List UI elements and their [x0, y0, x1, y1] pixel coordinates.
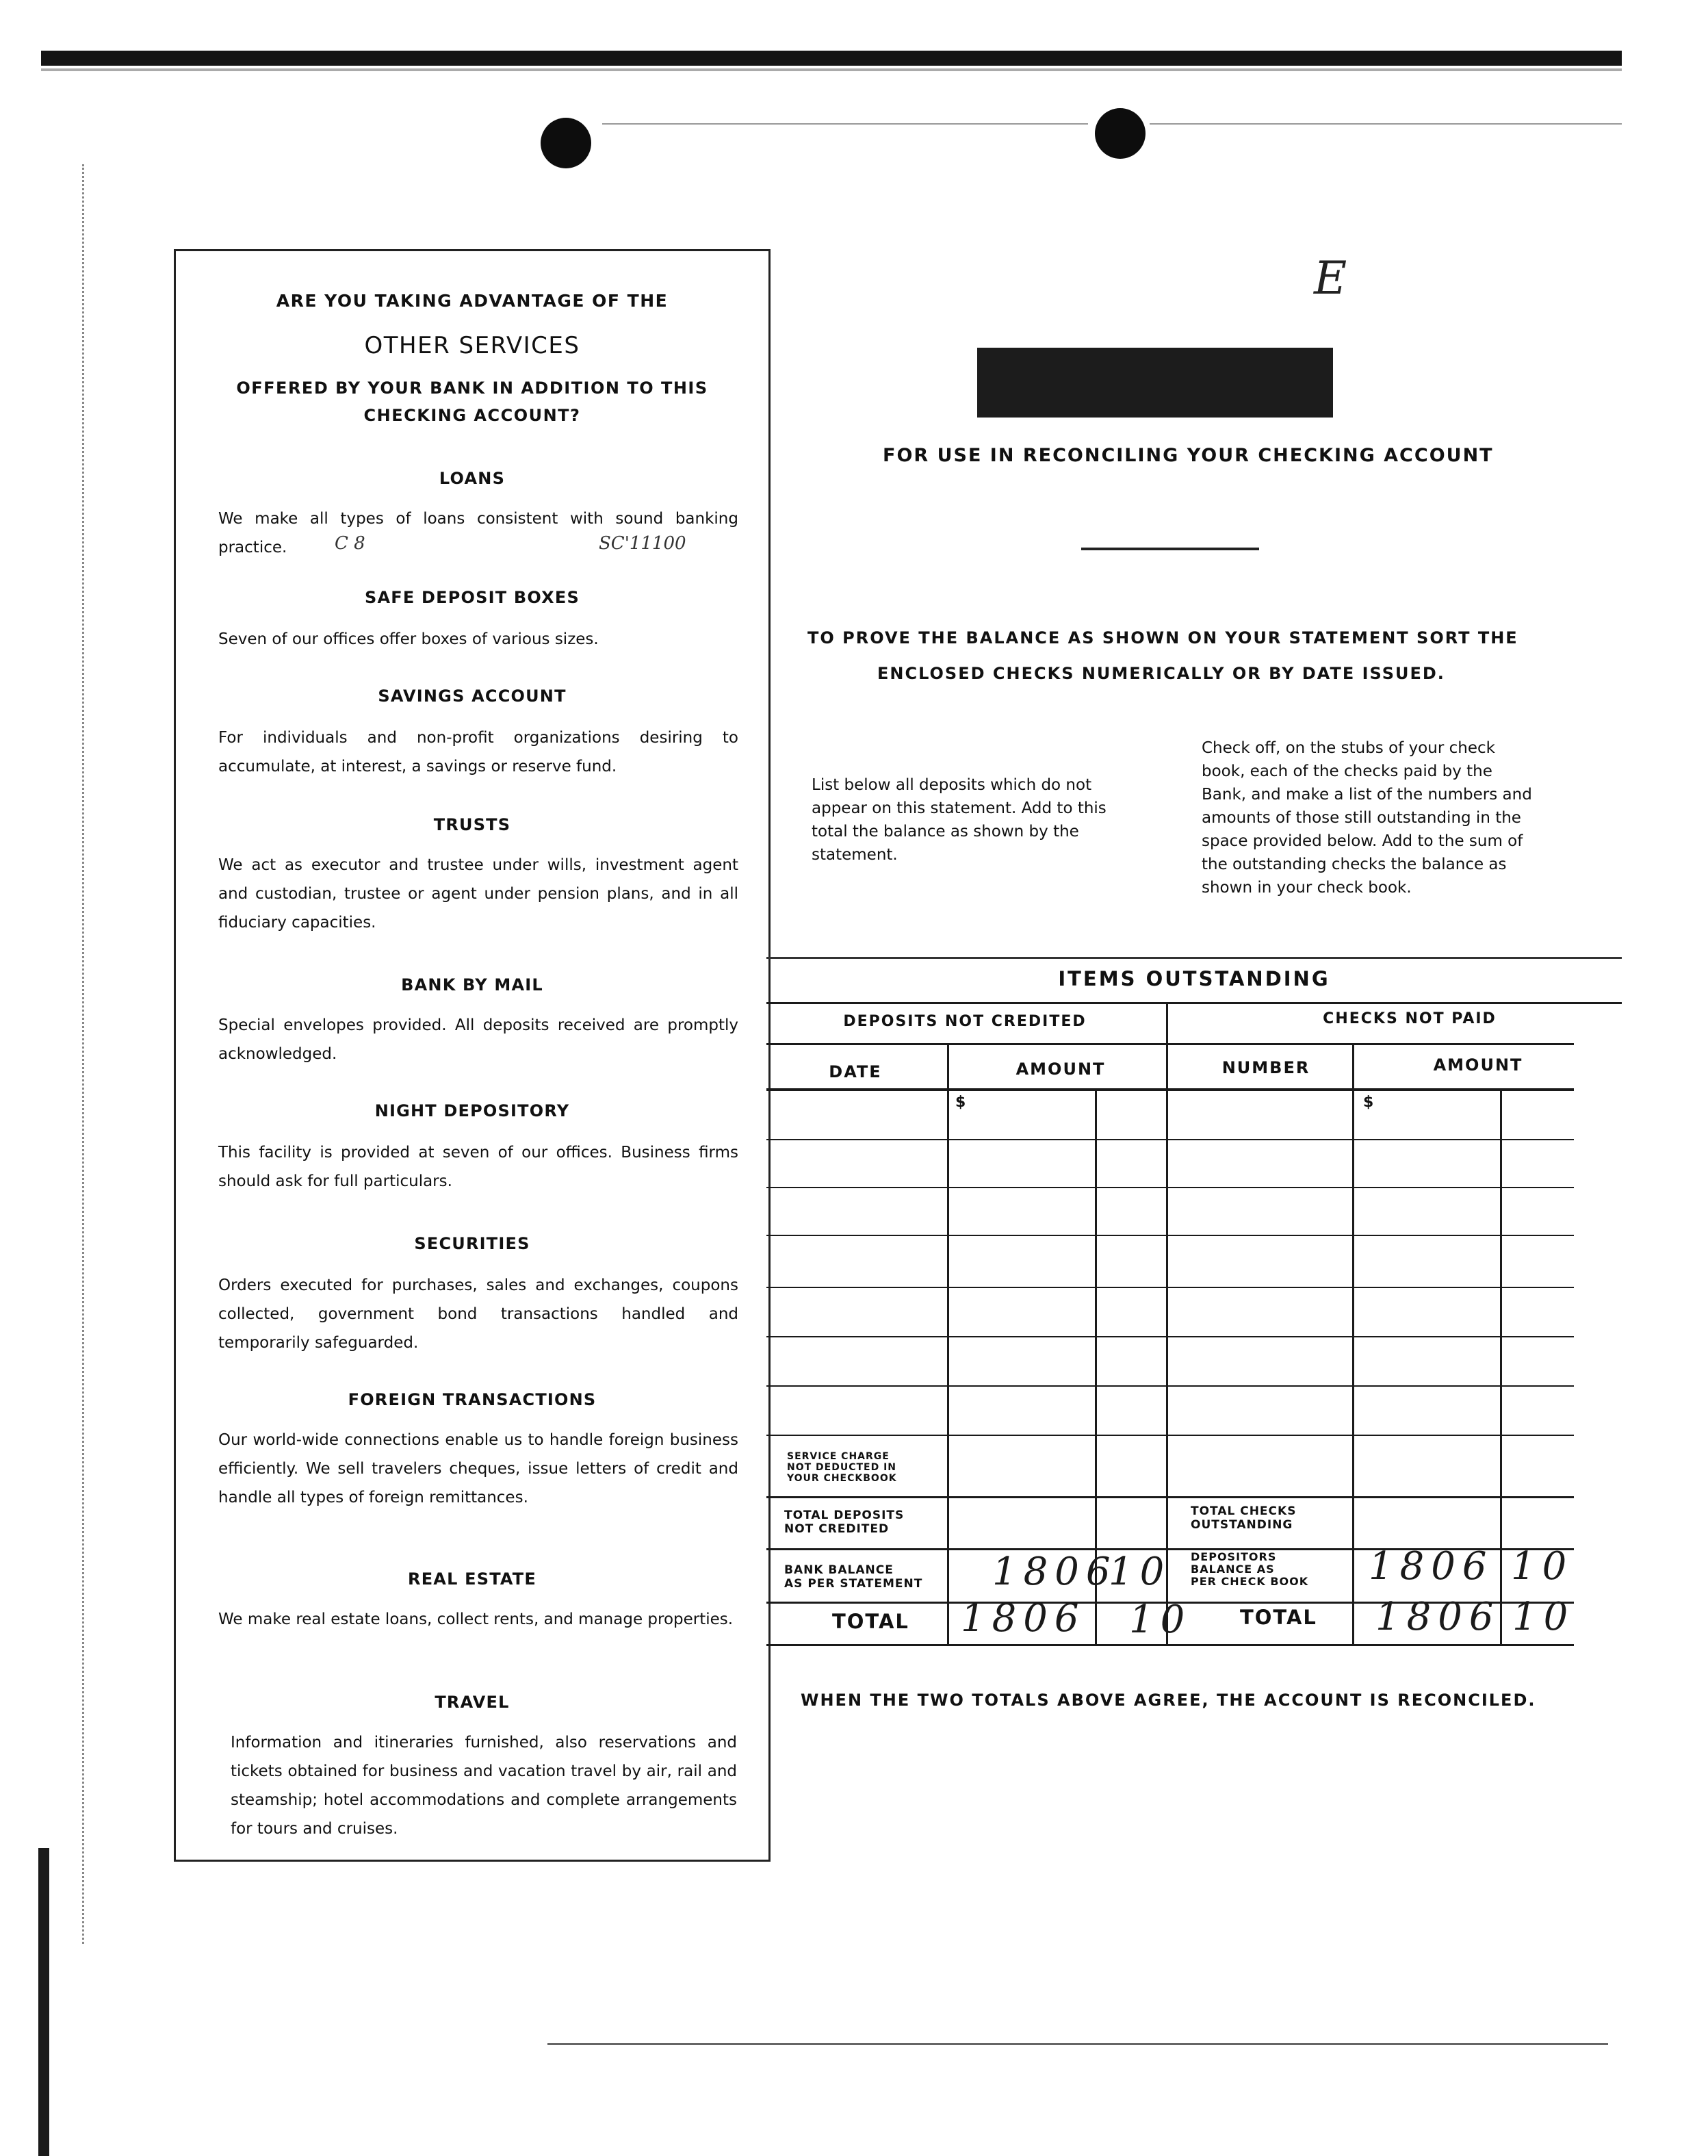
handwritten-note-2: SC'11100	[599, 533, 686, 554]
bank-balance-dollars: 1806	[992, 1550, 1117, 1594]
panel-heading: ARE YOU TAKING ADVANTAGE OF THE	[276, 291, 669, 311]
section-heading-loans: LOANS	[439, 469, 506, 488]
punch-hole-left	[541, 118, 591, 168]
depositors-balance-label: DEPOSITORS BALANCE AS PER CHECK BOOK	[1191, 1550, 1309, 1588]
total-right-label: TOTAL	[1240, 1606, 1317, 1629]
table-rule	[766, 1043, 1574, 1045]
table-rule	[766, 1002, 1622, 1004]
total-left-cents: 10	[1129, 1597, 1192, 1642]
redaction-block	[977, 348, 1333, 418]
scan-top-border	[41, 51, 1622, 66]
total-right-cents: 10	[1512, 1595, 1575, 1639]
section-body-real-estate: We make real estate loans, collect rents, and manage properties.	[218, 1610, 734, 1628]
row-line	[766, 1496, 1574, 1498]
service-charge-label: SERVICE CHARGE NOT DEDUCTED IN YOUR CHECKBOOK	[787, 1451, 897, 1484]
scan-left-dotted-edge	[82, 164, 84, 1944]
col-number: NUMBER	[1221, 1058, 1310, 1077]
panel-subtitle-line2: CHECKING ACCOUNT?	[363, 406, 581, 425]
col-amount-right: AMOUNT	[1433, 1055, 1523, 1075]
checks-not-paid-header: CHECKS NOT PAID	[1323, 1010, 1497, 1027]
scan-top-line	[41, 68, 1622, 71]
depositors-balance-cents: 10	[1511, 1544, 1574, 1589]
bank-balance-cents: 10	[1109, 1550, 1172, 1594]
punch-hole-right	[1095, 108, 1146, 159]
row-line	[766, 1435, 1574, 1436]
dollar-sign-left: $	[955, 1094, 966, 1111]
section-heading-foreign: FOREIGN TRANSACTIONS	[348, 1390, 597, 1409]
total-checks-label: TOTAL CHECKS OUTSTANDING	[1191, 1504, 1297, 1532]
section-heading-night-depository: NIGHT DEPOSITORY	[374, 1101, 570, 1120]
section-heading-securities: SECURITIES	[414, 1234, 530, 1253]
deposits-instructions: List below all deposits which do not appear on this statement. Add to this total the balance as shown by the statement.	[812, 776, 1107, 864]
section-heading-savings: SAVINGS ACCOUNT	[378, 686, 567, 706]
reconcile-title: FOR USE IN RECONCILING YOUR CHECKING ACCOUNT	[883, 445, 1494, 466]
bank-balance-label: BANK BALANCE AS PER STATEMENT	[784, 1563, 923, 1591]
closing-note: WHEN THE TWO TOTALS ABOVE AGREE, THE ACCOUNT IS RECONCILED.	[801, 1691, 1536, 1710]
corner-mark: E	[1314, 252, 1347, 305]
row-line	[766, 1644, 1574, 1646]
table-title: ITEMS OUTSTANDING	[1058, 967, 1330, 990]
panel-title: OTHER SERVICES	[364, 332, 580, 359]
section-heading-real-estate: REAL ESTATE	[408, 1569, 536, 1589]
col-amount-left: AMOUNT	[1015, 1060, 1106, 1079]
table-header-rule	[766, 1088, 1574, 1091]
row-line	[766, 1139, 1574, 1140]
handwritten-note: C 8	[335, 533, 365, 554]
section-body-foreign: Our world-wide connections enable us to handle foreign business efficiently. We sell travelers cheques, issue letters of credit and handle all types of foreign remittances.	[218, 1431, 738, 1506]
depositors-balance-dollars: 1806	[1369, 1544, 1494, 1589]
col-divider	[1352, 1043, 1354, 1645]
scan-bottom-rule	[547, 2043, 1608, 2045]
row-line	[766, 1385, 1574, 1387]
col-date: DATE	[829, 1062, 882, 1081]
dollar-sign-right: $	[1363, 1094, 1374, 1111]
total-deposits-label: TOTAL DEPOSITS NOT CREDITED	[784, 1509, 905, 1536]
instruction-line-1: TO PROVE THE BALANCE AS SHOWN ON YOUR STATEMENT SORT THE	[807, 628, 1518, 647]
section-body-securities: Orders executed for purchases, sales and exchanges, coupons collected, government bond transactions handled and temporarily safeguarded.	[218, 1276, 738, 1352]
row-line	[766, 1235, 1574, 1236]
title-underline	[1081, 548, 1259, 550]
section-heading-travel: TRAVEL	[435, 1693, 510, 1712]
deposits-not-credited-header: DEPOSITS NOT CREDITED	[843, 1013, 1087, 1030]
scan-rule	[1150, 123, 1622, 125]
total-left-dollars: 1806	[961, 1596, 1086, 1641]
checks-instructions: Check off, on the stubs of your check book, each of the checks paid by the Bank, and make a list of the numbers and amounts of those still outstanding in the space provided below. Add to the sum of the outstanding checks the balance as shown in your check book.	[1202, 739, 1532, 897]
section-body-trusts: We act as executor and trustee under wills, investment agent and custodian, trustee or agent under pension plans, and in all fiduciary capacities.	[218, 856, 738, 932]
col-divider	[1500, 1091, 1502, 1645]
scan-rule	[602, 123, 1088, 125]
scan-left-edge	[38, 1848, 49, 2156]
col-divider	[947, 1043, 949, 1645]
section-body-travel: Information and itineraries furnished, also reservations and tickets obtained for business and vacation travel by air, rail and steamship; hotel accommodations and complete arrangements for tours and cruises.	[231, 1734, 737, 1838]
section-body-loans: We make all types of loans consistent with sound banking practice.	[218, 510, 738, 556]
section-body-safe-deposit: Seven of our offices offer boxes of various sizes.	[218, 630, 599, 648]
row-line	[766, 1336, 1574, 1337]
total-left-label: TOTAL	[832, 1610, 909, 1633]
row-line	[766, 1287, 1574, 1288]
section-heading-bank-by-mail: BANK BY MAIL	[401, 975, 543, 994]
other-services-panel	[174, 249, 771, 1862]
table-top-rule	[766, 957, 1622, 959]
section-body-bank-by-mail: Special envelopes provided. All deposits received are promptly acknowledged.	[218, 1016, 738, 1063]
row-line	[766, 1187, 1574, 1188]
panel-subtitle-line1: OFFERED BY YOUR BANK IN ADDITION TO THIS	[236, 378, 708, 398]
section-heading-safe-deposit: SAFE DEPOSIT BOXES	[365, 588, 580, 607]
section-body-night-depository: This facility is provided at seven of our offices. Business firms should ask for full particulars.	[218, 1144, 738, 1190]
section-body-savings: For individuals and non-profit organizations desiring to accumulate, at interest, a savings or reserve fund.	[218, 729, 738, 775]
total-right-dollars: 1806	[1375, 1595, 1501, 1639]
section-heading-trusts: TRUSTS	[433, 815, 511, 834]
instruction-line-2: ENCLOSED CHECKS NUMERICALLY OR BY DATE ISSUED.	[877, 664, 1445, 683]
